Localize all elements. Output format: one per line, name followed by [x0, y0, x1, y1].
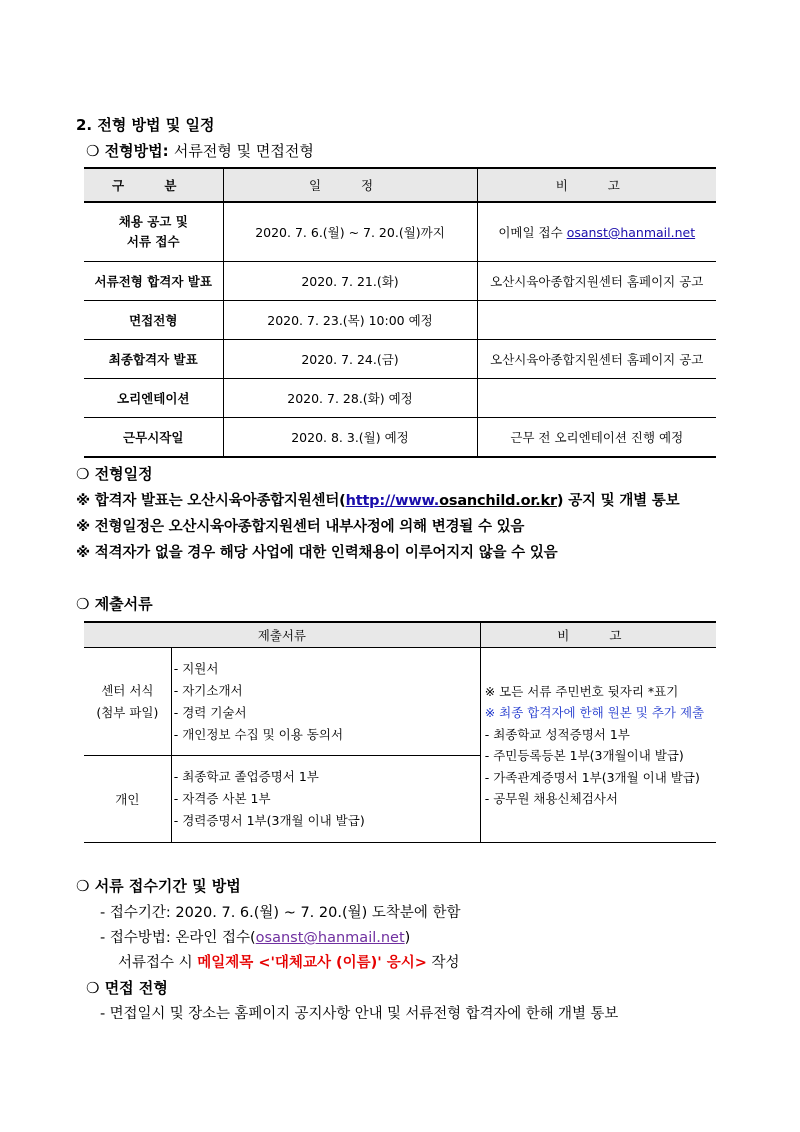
center-label-line1: 센터 서식 — [101, 682, 154, 698]
personal-items — [171, 756, 480, 843]
list-item: - 자기소개서 — [173, 682, 243, 698]
list-item: - 자격증 사본 1부 — [173, 791, 271, 806]
table-row — [84, 379, 716, 418]
row-item: 최종합격자 발표 — [84, 340, 223, 379]
list-item: - 최종학교 졸업증명서 1부 — [173, 769, 319, 784]
subject-suffix: 작성 — [426, 955, 460, 971]
table-row — [84, 301, 716, 340]
list-item: - 주민등록등본 1부(3개월이내 발급) — [484, 748, 684, 763]
row-date: 2020. 7. 24.(금) — [223, 340, 477, 379]
note1-suffix: ) 공지 및 개별 통보 — [556, 493, 680, 509]
subject-prefix: 서류접수 시 — [118, 955, 198, 971]
website-link-part2[interactable]: osanchild.or.kr — [439, 493, 557, 509]
row-note: 오산시육아종합지원센터 홈페이지 공고 — [477, 262, 716, 301]
section-title: 2. 전형 방법 및 일정 — [76, 116, 215, 134]
table-row — [84, 202, 716, 262]
method-prefix: - 접수방법: 온라인 접수( — [100, 930, 256, 946]
row-item: 오리엔테이션 — [84, 379, 223, 418]
table-row — [84, 418, 716, 458]
table-header-row — [84, 168, 716, 202]
circle-outline-icon: ❍ — [76, 595, 90, 613]
note1-prefix: ※ 합격자 발표는 오산시육아종합지원센터( — [76, 493, 346, 509]
row-date: 2020. 7. 23.(목) 10:00 예정 — [223, 301, 477, 340]
submission-heading — [76, 875, 241, 896]
note-prefix: 이메일 접수 — [498, 225, 567, 240]
documents-notes — [480, 648, 716, 843]
row-item-line2: 서류 접수 — [126, 234, 180, 249]
schedule-heading — [76, 463, 153, 484]
row-date: 2020. 7. 28.(화) 예정 — [223, 379, 477, 418]
submission-period: - 접수기간: 2020. 7. 6.(월) ~ 7. 20.(월) 도착분에 한함 — [100, 905, 461, 921]
row-item: 서류전형 합격자 발표 — [84, 262, 223, 301]
row-note: 근무 전 오리엔테이션 진행 예정 — [477, 418, 716, 458]
header-notes: 비 고 — [480, 622, 716, 648]
interview-text: - 면접일시 및 장소는 홈페이지 공지사항 안내 및 서류전형 합격자에 한해 개별 통보 — [100, 1006, 619, 1022]
email-link[interactable]: osanst@hanmail.net — [255, 930, 405, 946]
list-item: - 공무원 채용신체검사서 — [484, 791, 618, 806]
documents-title: 제출서류 — [94, 595, 153, 613]
list-item: - 지원서 — [173, 660, 219, 676]
table-row — [84, 340, 716, 379]
schedule-note-1 — [76, 489, 679, 510]
header-schedule: 일 정 — [223, 168, 477, 202]
center-form-items — [171, 648, 480, 756]
circle-outline-icon: ❍ — [76, 465, 90, 483]
table-row — [84, 648, 716, 756]
schedule-title: 전형일정 — [94, 465, 153, 483]
row-note: 오산시육아종합지원센터 홈페이지 공고 — [477, 340, 716, 379]
list-item: - 경력 기술서 — [173, 704, 247, 720]
row-date: 2020. 8. 3.(월) 예정 — [223, 418, 477, 458]
center-form-label — [84, 648, 171, 756]
method-line — [86, 140, 314, 161]
center-label-line2: (첨부 파일) — [96, 704, 159, 720]
header-documents: 제출서류 — [84, 622, 480, 648]
schedule-note-2: ※ 전형일정은 오산시육아종합지원센터 내부사정에 의해 변경될 수 있음 — [76, 519, 525, 535]
list-item: - 가족관계증명서 1부(3개월 이내 발급) — [484, 769, 700, 785]
method-suffix: ) — [404, 930, 411, 946]
divider — [84, 843, 716, 844]
subject-format: 메일제목 <'대체교사 (이름)' 응시> — [197, 955, 427, 971]
row-note — [477, 379, 716, 418]
list-item: - 경력증명서 1부(3개월 이내 발급) — [173, 813, 365, 828]
method-value: 서류전형 및 면접전형 — [173, 142, 314, 160]
row-date: 2020. 7. 6.(월) ~ 7. 20.(월)까지 — [223, 202, 477, 262]
email-link[interactable]: osanst@hanmail.net — [566, 225, 696, 240]
documents-table — [84, 621, 716, 843]
website-link-part1[interactable]: http://www. — [345, 493, 440, 509]
row-item: 면접전형 — [84, 301, 223, 340]
submission-method — [100, 926, 410, 947]
header-category: 구 분 — [84, 168, 223, 202]
circle-outline-icon: ❍ — [76, 877, 90, 895]
list-item: ※ 최종 합격자에 한해 원본 및 추가 제출 — [484, 705, 705, 720]
documents-heading — [76, 593, 153, 614]
interview-heading — [86, 977, 168, 998]
table-header-row — [84, 622, 716, 648]
method-label: 전형방법: — [104, 142, 169, 160]
submission-title: 서류 접수기간 및 방법 — [94, 877, 241, 895]
list-item: - 개인정보 수집 및 이용 동의서 — [173, 726, 344, 742]
schedule-note-3: ※ 적격자가 없을 경우 해당 사업에 대한 인력채용이 이루어지지 않을 수 있음 — [76, 545, 558, 561]
list-item: ※ 모든 서류 주민번호 뒷자리 *표기 — [484, 683, 679, 699]
row-item — [84, 202, 223, 262]
interview-title: 면접 전형 — [104, 979, 168, 997]
row-note — [477, 301, 716, 340]
table-bottom-rule — [84, 843, 716, 844]
table-row — [84, 262, 716, 301]
row-date: 2020. 7. 21.(화) — [223, 262, 477, 301]
row-note — [477, 202, 716, 262]
list-item: - 최종학교 성적증명서 1부 — [484, 726, 630, 742]
row-item-line1: 채용 공고 및 — [118, 214, 188, 229]
submission-subject — [118, 951, 460, 972]
circle-outline-icon: ❍ — [86, 979, 100, 997]
circle-outline-icon: ❍ — [86, 142, 100, 160]
row-item: 근무시작일 — [84, 418, 223, 458]
schedule-table — [84, 167, 716, 458]
header-remarks: 비 고 — [477, 168, 716, 202]
personal-label: 개인 — [115, 792, 140, 807]
